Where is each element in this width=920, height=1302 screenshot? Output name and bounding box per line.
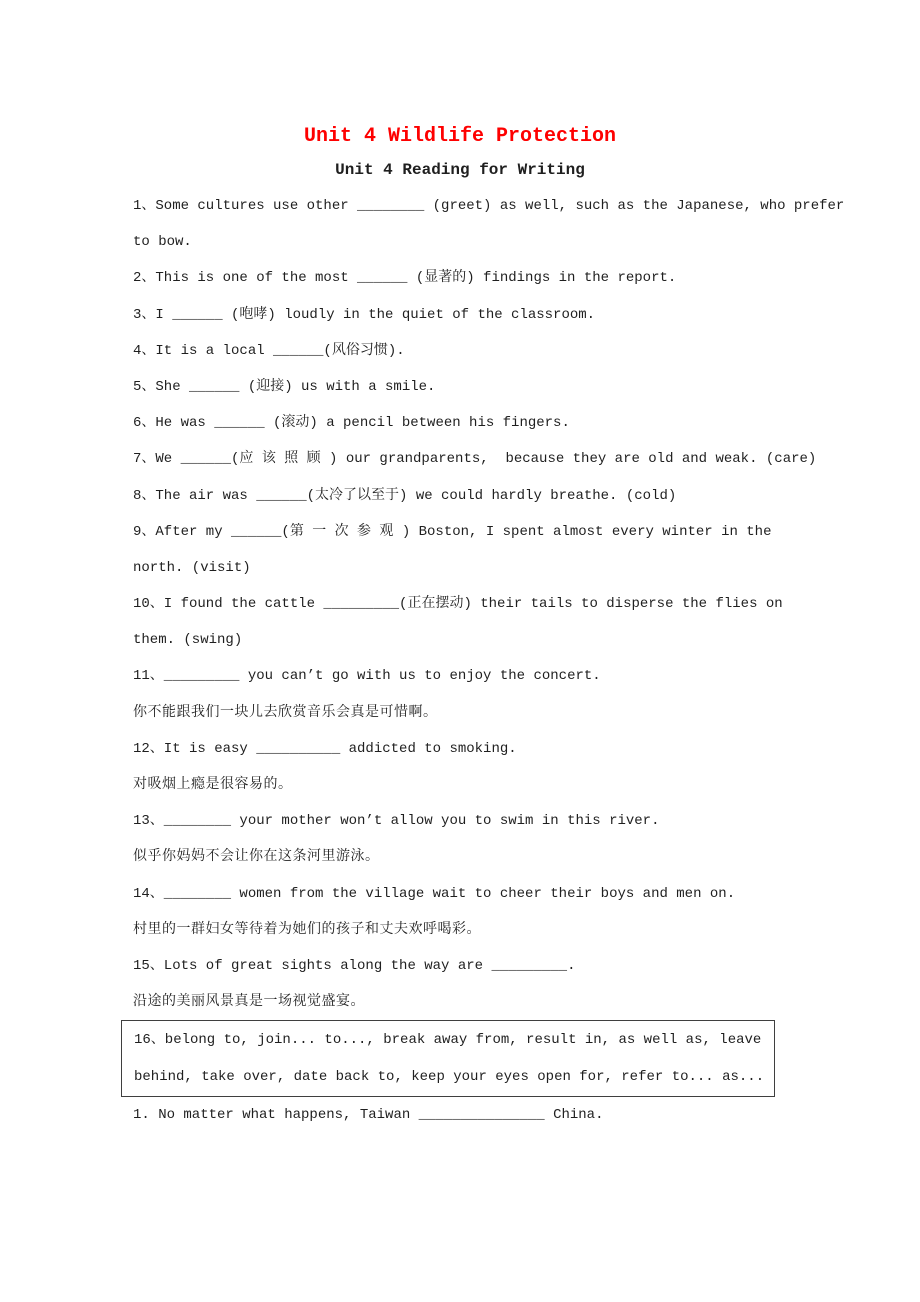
translation-line: 对吸烟上瘾是很容易的。 <box>133 777 293 793</box>
exercise-line: 12、It is easy __________ addicted to smoking. <box>133 740 517 757</box>
exercise-line: to bow. <box>133 234 192 251</box>
exercise-line: them. (swing) <box>133 632 243 649</box>
exercise-line: 11、_________ you can’t go with us to enjoy the concert. <box>133 668 601 685</box>
exercise-line: 8、The air was ______(太冷了以至于) we could hardly breathe. (cold) <box>133 487 677 504</box>
translation-line: 似乎你妈妈不会让你在这条河里游泳。 <box>133 849 380 866</box>
exercise-lines <box>133 188 845 1020</box>
phrase-bank-line-2: behind, take over, date back to, keep your eyes open for, refer to... as... <box>134 1068 765 1085</box>
page-subtitle: Unit 4 Reading for Writing <box>335 161 585 179</box>
exercise-line: 10、I found the cattle _________(正在摆动) their tails to disperse the flies on <box>133 596 783 613</box>
exercise-line: 4、It is a local ______(风俗习惯). <box>133 342 405 359</box>
exercise-line: 6、He was ______ (滚动) a pencil between his fingers. <box>133 415 570 432</box>
exercise-line: north. (visit) <box>133 559 251 576</box>
exercise-line: 1、Some cultures use other ________ (greet) as well, such as the Japanese, who prefer <box>133 198 845 214</box>
page-title: Unit 4 Wildlife Protection <box>303 125 617 148</box>
exercise-line: 9、After my ______(第 一 次 参 观 ) Boston, I spent almost every winter in the <box>133 523 772 540</box>
phrase-bank-box <box>121 1020 775 1096</box>
exercise-line: 15、Lots of great sights along the way are _________. <box>133 957 576 974</box>
exercise-line: 14、________ women from the village wait to cheer their boys and men on. <box>133 885 736 902</box>
exercise-line: 5、She ______ (迎接) us with a smile. <box>133 378 436 395</box>
phrase-bank-line-1: 16、belong to, join... to..., break away from, result in, as well as, leave <box>134 1032 762 1049</box>
footer-exercise-line: 1. No matter what happens, Taiwan _______________ China. <box>133 1106 604 1123</box>
translation-line: 你不能跟我们一块儿去欣赏音乐会真是可惜啊。 <box>133 704 438 721</box>
exercise-content <box>133 188 845 1133</box>
exercise-line: 2、This is one of the most ______ (显著的) findings in the report. <box>133 270 677 287</box>
translation-line: 村里的一群妇女等待着为她们的孩子和丈夫欢呼喝彩。 <box>133 921 481 938</box>
exercise-line: 13、________ your mother won’t allow you to swim in this river. <box>133 813 660 830</box>
exercise-line: 7、We ______(应 该 照 顾 ) our grandparents, because they are old and weak. (care) <box>133 451 817 468</box>
exercise-line: 3、I ______ (咆哮) loudly in the quiet of the classroom. <box>133 306 596 323</box>
translation-line: 沿途的美丽风景真是一场视觉盛宴。 <box>133 994 365 1011</box>
